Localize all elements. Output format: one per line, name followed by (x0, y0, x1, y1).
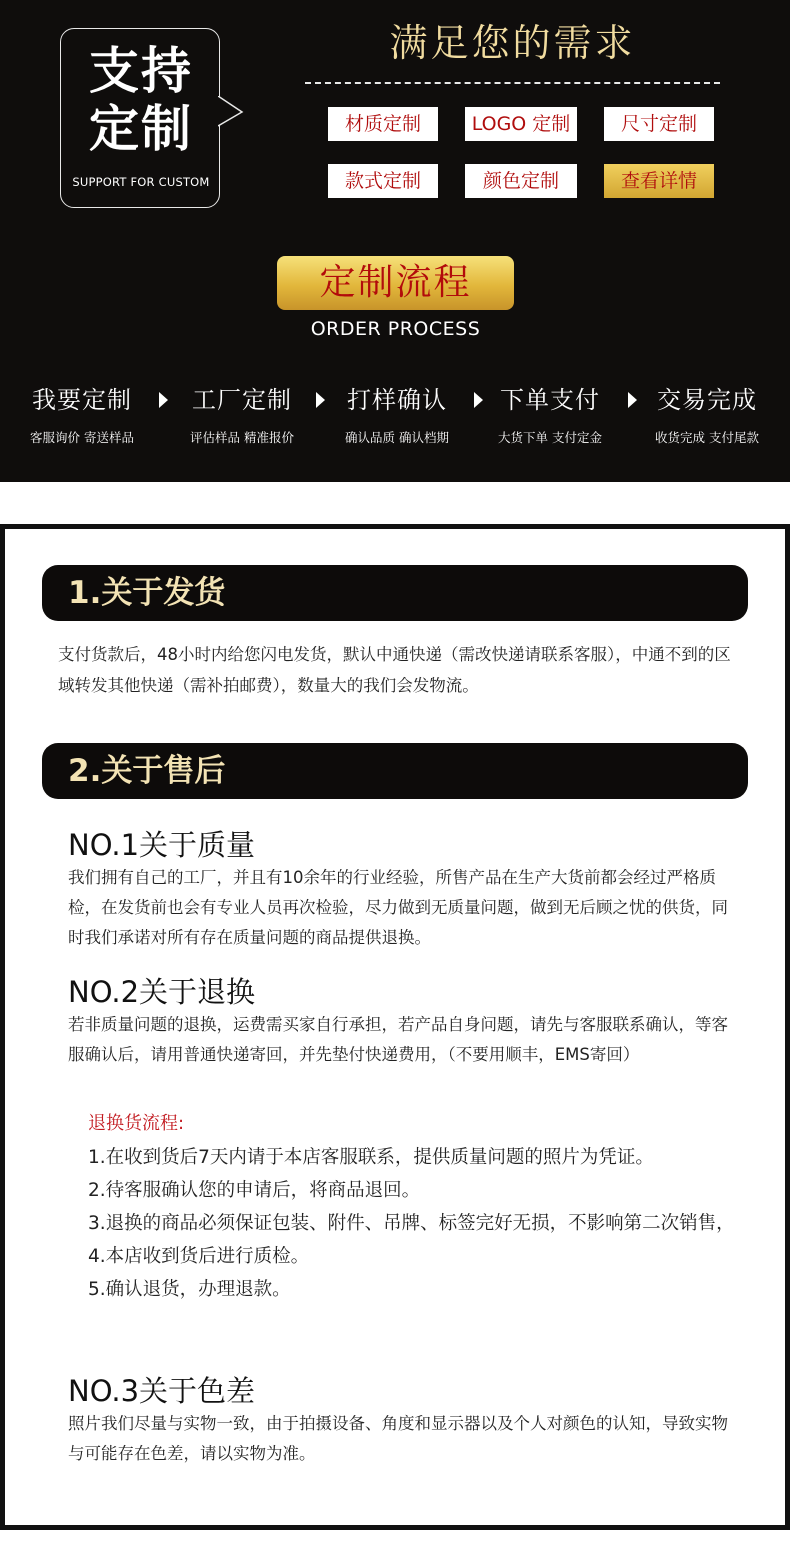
process-step (480, 382, 620, 446)
step-title: 打样确认 (347, 386, 447, 414)
section-header-shipping (42, 565, 748, 621)
step-desc: 客服询价 寄送样品 (30, 430, 134, 445)
arrow-right-icon (159, 392, 168, 408)
badge-subtitle: SUPPORT FOR CUSTOM (72, 175, 210, 189)
list-item: 1.在收到货后7天内请于本店客服联系，提供质量问题的照片为凭证。 (88, 1147, 654, 1168)
step-title: 我要定制 (32, 386, 132, 414)
exchange-heading: NO.2关于退换 (68, 975, 256, 1009)
list-item: 4.本店收到货后进行质检。 (88, 1246, 310, 1267)
order-process-subtitle: ORDER PROCESS (310, 318, 481, 340)
process-step (637, 382, 777, 446)
arrow-right-icon (316, 392, 325, 408)
process-step (172, 382, 312, 446)
section-title: 2.关于售后 (68, 753, 226, 789)
arrow-right-icon (628, 392, 637, 408)
step-desc: 大货下单 支付定金 (498, 430, 602, 445)
exchange-flow-list (88, 1141, 738, 1306)
process-step (12, 382, 152, 446)
quality-text: 我们拥有自己的工厂，并且有10余年的行业经验，所售产品在生产大货前都会经过严格质检，在发货前也会有专业人员再次检验，尽力做到无质量问题，做到无后顾之忧的供货，同时我们承诺对所有存在质量问题的商品提供退换。 (68, 868, 728, 947)
color-diff-heading: NO.3关于色差 (68, 1374, 256, 1408)
step-title: 交易完成 (657, 386, 757, 414)
shipping-text: 支付货款后，48小时内给您闪电发货，默认中通快递（需改快递请联系客服），中通不到的区域转发其他快递（需补拍邮费），数量大的我们会发物流。 (58, 645, 731, 695)
exchange-text: 若非质量问题的退换，运费需买家自行承担，若产品自身问题，请先与客服联系确认，等客服确认后，请用普通快递寄回，并先垫付快递费用，（不要用顺丰，EMS寄回） (68, 1015, 728, 1064)
list-item: 3.退换的商品必须保证包装、附件、吊牌、标签完好无损，不影响第二次销售， (88, 1213, 735, 1234)
color-diff-text: 照片我们尽量与实物一致，由于拍摄设备、角度和显示器以及个人对颜色的认知，导致实物与可能存在色差，请以实物为准。 (68, 1414, 728, 1463)
tag-color[interactable]: 颜色定制 (465, 164, 577, 198)
headline: 满足您的需求 (389, 21, 636, 65)
list-item: 5.确认退货，办理退款。 (88, 1279, 291, 1300)
step-desc: 评估样品 精准报价 (190, 430, 294, 445)
tag-size[interactable]: 尺寸定制 (604, 107, 714, 141)
section-header-aftersales (42, 743, 748, 799)
tag-style[interactable]: 款式定制 (328, 164, 438, 198)
exchange-flow-label: 退换货流程: (88, 1113, 185, 1134)
view-details-button[interactable]: 查看详情 (604, 164, 714, 198)
badge-line-1: 支持 (89, 42, 193, 100)
badge-line-2: 定制 (89, 100, 193, 158)
process-step (327, 382, 467, 446)
quality-heading: NO.1关于质量 (68, 828, 256, 862)
support-custom-badge (60, 28, 220, 208)
custom-banner (0, 0, 790, 482)
tag-material[interactable]: 材质定制 (328, 107, 438, 141)
dashed-divider (305, 82, 720, 84)
order-process-title: 定制流程 (277, 256, 514, 310)
list-item: 2.待客服确认您的申请后，将商品退回。 (88, 1180, 421, 1201)
tag-logo[interactable]: LOGO 定制 (465, 107, 577, 141)
step-desc: 确认品质 确认档期 (345, 430, 449, 445)
section-title: 1.关于发货 (68, 575, 226, 611)
step-title: 下单支付 (500, 386, 600, 414)
step-desc: 收货完成 支付尾款 (655, 430, 759, 445)
step-title: 工厂定制 (192, 386, 292, 414)
